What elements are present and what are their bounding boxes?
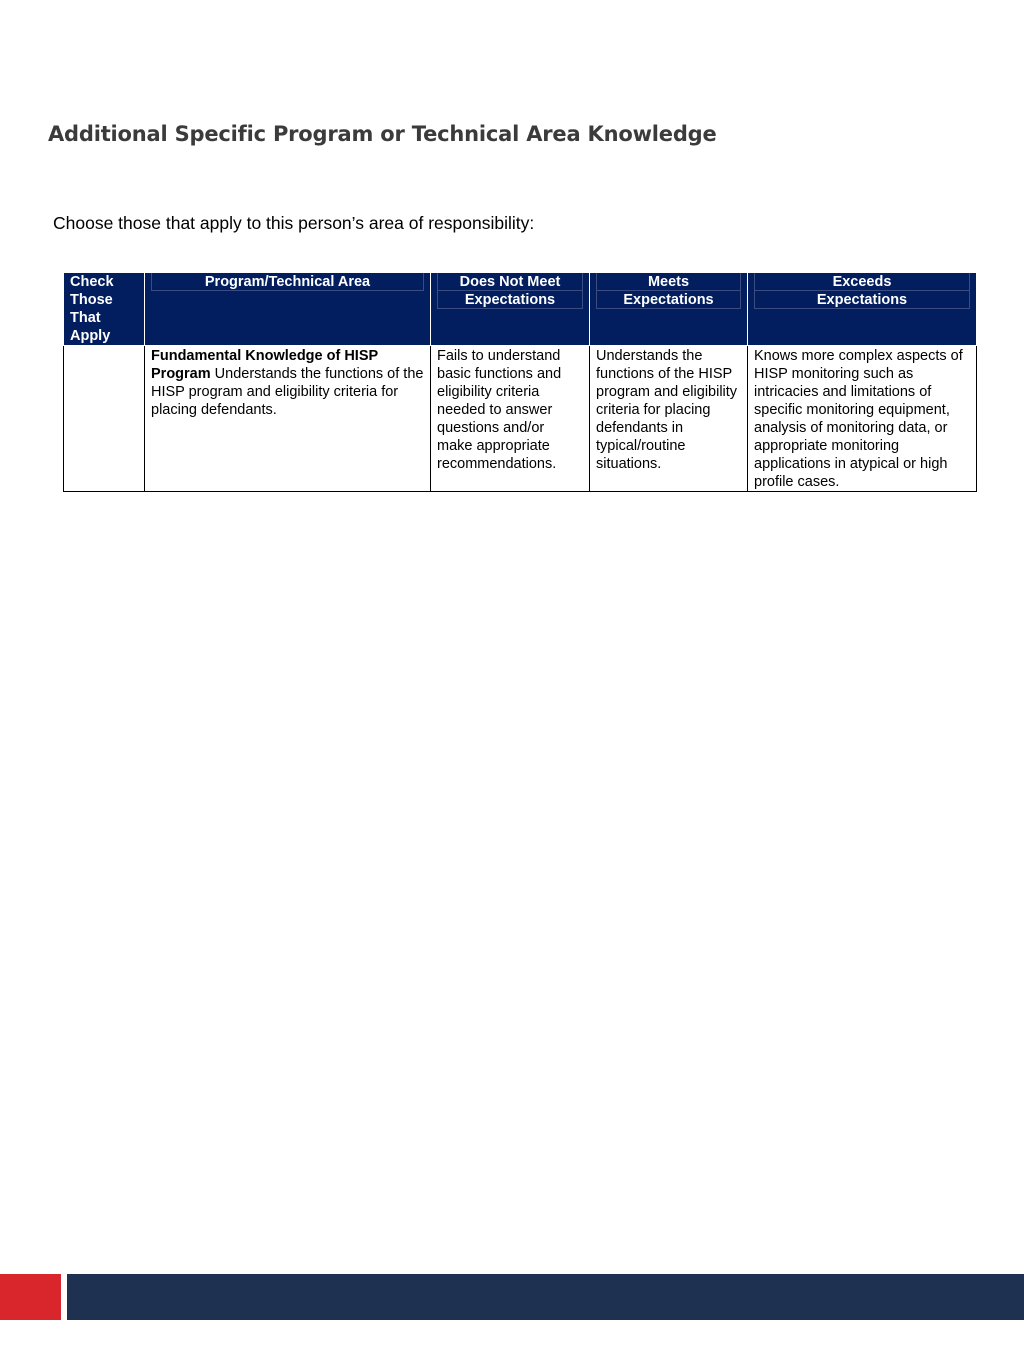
instruction-text: Choose those that apply to this person’s area of responsibility: [53, 213, 535, 233]
header-check-line: Check [70, 274, 114, 290]
header-check-line: Apply [70, 328, 111, 344]
table-header-row [64, 273, 977, 346]
header-program-technical-area [145, 273, 431, 346]
does-not-meet-cell: Fails to understand basic functions and eligibility criteria needed to answer questions and/or make appropriate recommendations. [431, 346, 590, 492]
header-check-line: That [70, 310, 101, 326]
header-meets-line: Expectations [596, 291, 741, 309]
header-exceeds [748, 273, 977, 346]
footer-accent-bar [0, 1274, 61, 1320]
program-title: Fundamental Knowledge of HISP Program [151, 348, 378, 382]
header-does-not-meet-line: Does Not Meet [437, 273, 583, 291]
header-does-not-meet-line: Expectations [437, 291, 583, 309]
header-exceeds-line: Exceeds [754, 273, 970, 291]
header-check-those-that-apply [64, 273, 145, 346]
header-does-not-meet [431, 273, 590, 346]
table-row [64, 346, 977, 492]
program-cell [145, 346, 431, 492]
header-exceeds-line: Expectations [754, 291, 970, 309]
header-meets-line: Meets [596, 273, 741, 291]
competency-table [63, 272, 977, 492]
meets-cell: Understands the functions of the HISP program and eligibility criteria for placing defendants in typical/routine situations. [590, 346, 748, 492]
header-program-label: Program/Technical Area [151, 273, 424, 291]
check-cell[interactable] [64, 346, 145, 492]
header-check-line: Those [70, 292, 113, 308]
footer-bar [67, 1274, 1024, 1320]
page-title: Additional Specific Program or Technical Area Knowledge [48, 122, 717, 146]
exceeds-cell: Knows more complex aspects of HISP monitoring such as intricacies and limitations of specific monitoring equipment, analysis of monitoring data, or appropriate monitoring applications in atypical or high profile cases. [748, 346, 977, 492]
header-meets [590, 273, 748, 346]
program-description: Understands the functions of the HISP program and eligibility criteria for placing defendants. [151, 366, 424, 418]
